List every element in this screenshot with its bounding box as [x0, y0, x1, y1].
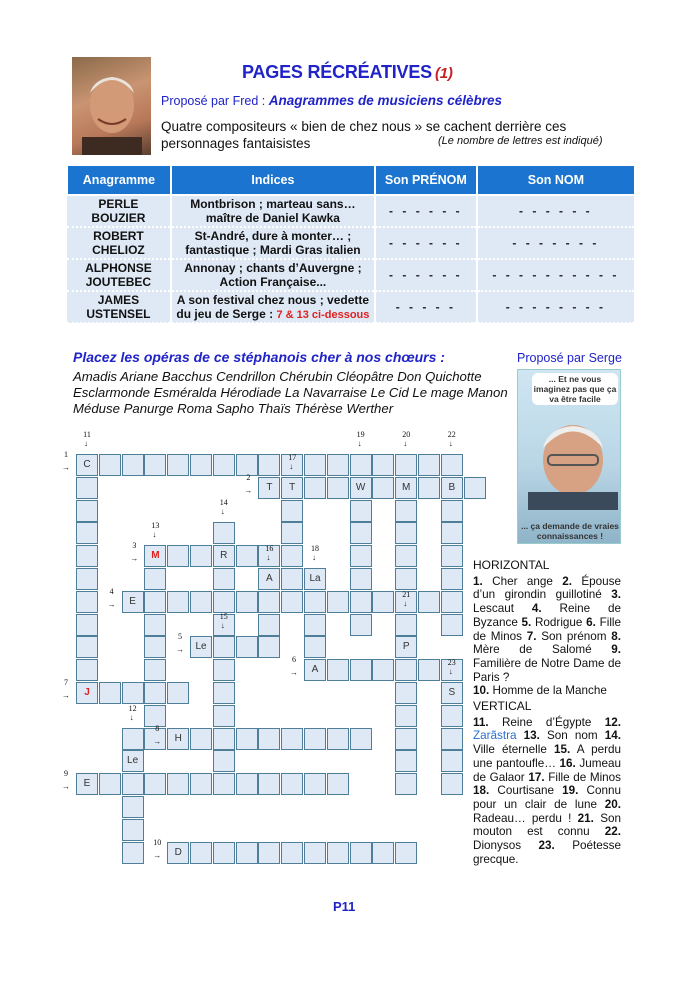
- portrait-illustration: [72, 57, 151, 155]
- crossword-cell[interactable]: [122, 773, 144, 795]
- clue-number-label: 18: [311, 544, 319, 553]
- arrow-right-icon: →: [153, 736, 162, 746]
- crossword-cell[interactable]: C: [76, 454, 98, 476]
- crossword-cell[interactable]: [304, 636, 326, 658]
- opera-section-title: Placez les opéras de ce stéphanois cher à nos chœurs :: [73, 349, 445, 365]
- crossword-cell[interactable]: [304, 477, 326, 499]
- clue-number-label: 21: [402, 589, 411, 599]
- crossword-cell[interactable]: [76, 522, 98, 544]
- portrait-illustration: [518, 410, 621, 510]
- col-header-anagram: Anagramme: [67, 165, 171, 195]
- lastname-blank[interactable]: - - - - - - -: [477, 227, 635, 259]
- crossword-cell[interactable]: M: [144, 545, 166, 567]
- crossword-cell[interactable]: [99, 773, 121, 795]
- fred-portrait-photo: [72, 57, 151, 155]
- crossword-cell[interactable]: [76, 545, 98, 567]
- crossword-cell[interactable]: [213, 454, 235, 476]
- hint-cell: A son festival chez nous ; vedette du jeu de Serge : 7 & 13 ci-dessous: [171, 291, 375, 323]
- crossword-cell[interactable]: [144, 591, 166, 613]
- crossword-cell[interactable]: [395, 522, 417, 544]
- crossword-cell[interactable]: [418, 591, 440, 613]
- crossword-cell[interactable]: [395, 614, 417, 636]
- crossword-cell[interactable]: [350, 454, 372, 476]
- crossword-cell[interactable]: [395, 773, 417, 795]
- clue-number-label: 2: [246, 472, 251, 482]
- crossword-cell[interactable]: [281, 728, 303, 750]
- crossword-cell[interactable]: [327, 454, 349, 476]
- crossword-cell[interactable]: [144, 568, 166, 590]
- crossword-cell[interactable]: [350, 659, 372, 681]
- crossword-cell[interactable]: [441, 500, 463, 522]
- clue-number-label: 19: [356, 430, 365, 439]
- crossword-cell[interactable]: [304, 454, 326, 476]
- crossword-cell[interactable]: [281, 842, 303, 864]
- crossword-cell[interactable]: [144, 682, 166, 704]
- vertical-clues: 11. Reine d’Égypte 12. Zarãstra 13. Son nom 14. Ville éternelle 15. A perdu une pantoufle… 16. Jumeau de Galaor 17. Fille de Minos 18. Courtisane 19. Connu pour un clair de lune 20. Radeau… perdu ! 21. Son mouton est connu 22. Dionysos 23. Poétesse grecque.: [473, 715, 622, 866]
- arrow-right-icon: →: [130, 554, 139, 564]
- crossword-cell[interactable]: H: [167, 728, 189, 750]
- photo-caption-bottom: ... ça demande de vraies connaissances !: [521, 521, 619, 541]
- col-header-firstname: Son PRÉNOM: [375, 165, 477, 195]
- crossword-cell[interactable]: [213, 659, 235, 681]
- crossword-cell[interactable]: [327, 591, 349, 613]
- crossword-cell[interactable]: [395, 568, 417, 590]
- clue-number-label: 10: [153, 837, 162, 847]
- clue-number-label: 1: [64, 450, 68, 459]
- clue-number-label: 17: [288, 452, 297, 462]
- crossword-cell[interactable]: S: [441, 682, 463, 704]
- lastname-blank[interactable]: - - - - - - - -: [477, 291, 635, 323]
- arrow-down-icon: ↓: [448, 439, 453, 448]
- arrow-down-icon: ↓: [403, 439, 408, 448]
- col-header-hints: Indices: [171, 165, 375, 195]
- clue-number-label: 12: [128, 703, 137, 713]
- crossword-cell[interactable]: W: [350, 477, 372, 499]
- crossword-cell[interactable]: [167, 773, 189, 795]
- table-header-row: [67, 165, 635, 195]
- crossword-cell[interactable]: [213, 842, 235, 864]
- crossword-cell[interactable]: [281, 500, 303, 522]
- col-header-lastname: Son NOM: [477, 165, 635, 195]
- arrow-right-icon: →: [153, 850, 162, 860]
- crossword-cell[interactable]: [441, 728, 463, 750]
- arrow-down-icon: ↓: [403, 598, 408, 608]
- crossword-cell[interactable]: [76, 500, 98, 522]
- crossword-cell[interactable]: [350, 842, 372, 864]
- letter-count-note: (Le nombre de lettres est indiqué): [438, 135, 603, 147]
- lastname-blank[interactable]: - - - - - -: [477, 195, 635, 227]
- firstname-blank[interactable]: - - - - -: [375, 291, 477, 323]
- arrow-down-icon: ↓: [84, 439, 88, 448]
- hint-cell: Annonay ; chants d’Auvergne ; Action Française...: [171, 259, 375, 291]
- photo-caption-top: ... Et ne vous imaginez pas que ça va être facile: [533, 374, 617, 404]
- crossword-cell[interactable]: [418, 477, 440, 499]
- lastname-blank[interactable]: - - - - - - - - - -: [477, 259, 635, 291]
- crossword-cell[interactable]: [236, 545, 258, 567]
- page-number: P11: [333, 899, 356, 914]
- crossword-cell[interactable]: [213, 591, 235, 613]
- crossword-cell[interactable]: [213, 728, 235, 750]
- page-title: PAGES RÉCRÉATIVES (1): [242, 62, 453, 82]
- crossword-cell[interactable]: [258, 591, 280, 613]
- crossword-cell[interactable]: [122, 454, 144, 476]
- clue-number-label: 13: [151, 521, 160, 531]
- crossword-cell[interactable]: [236, 728, 258, 750]
- arrow-down-icon: ↓: [266, 553, 271, 562]
- crossword-cell[interactable]: [213, 750, 235, 772]
- arrow-right-icon: →: [62, 463, 70, 472]
- crossword-cell[interactable]: [327, 773, 349, 795]
- crossword-cell[interactable]: Le: [122, 750, 144, 772]
- arrow-down-icon: ↓: [448, 667, 453, 676]
- crossword-cell[interactable]: [76, 636, 98, 658]
- clue-number-label: 8: [155, 723, 160, 733]
- crossword-cell[interactable]: [258, 773, 280, 795]
- clue-number-label: 15: [219, 612, 228, 622]
- crossword-cell[interactable]: [144, 773, 166, 795]
- clue-number-label: 23: [447, 658, 456, 667]
- crossword-cell[interactable]: [304, 773, 326, 795]
- crossword-cell[interactable]: [236, 591, 258, 613]
- arrow-down-icon: ↓: [289, 461, 294, 471]
- crossword-cell[interactable]: [304, 842, 326, 864]
- crossword-cell[interactable]: [327, 477, 349, 499]
- crossword-cell[interactable]: [258, 728, 280, 750]
- clue-number-label: 4: [109, 586, 114, 596]
- clue-number-label: 14: [219, 498, 228, 508]
- arrow-right-icon: →: [290, 668, 298, 678]
- crossword-cell[interactable]: [395, 659, 417, 681]
- clues-panel: [473, 559, 621, 866]
- crossword-cell[interactable]: [167, 682, 189, 704]
- crossword-cell[interactable]: [350, 728, 372, 750]
- arrow-right-icon: →: [62, 782, 70, 792]
- clue-number-label: 22: [447, 430, 456, 439]
- crossword-cell[interactable]: [441, 568, 463, 590]
- crossword-cell[interactable]: [190, 545, 212, 567]
- crossword-cell[interactable]: [258, 454, 280, 476]
- crossword-cell[interactable]: [304, 591, 326, 613]
- firstname-blank[interactable]: - - - - - -: [375, 195, 477, 227]
- crossword-cell[interactable]: P: [395, 636, 417, 658]
- crossword-cell[interactable]: [76, 477, 98, 499]
- horizontal-clues: 1. Cher ange 2. Épouse d’un girondin guillotiné 3. Lescaut 4. Reine de Byzance 5. Rodrigue 6. Fille de Minos 7. Son prénom 8. Mère de Salomé 9. Familière de Notre Dame de Paris ? 10. Homme de la Manche: [473, 574, 622, 698]
- crossword-cell[interactable]: [144, 659, 166, 681]
- crossword-cell[interactable]: [281, 591, 303, 613]
- crossword-cell[interactable]: [213, 636, 235, 658]
- firstname-blank[interactable]: - - - - - -: [375, 259, 477, 291]
- crossword-cell[interactable]: [213, 682, 235, 704]
- crossword-cell[interactable]: [441, 773, 463, 795]
- crossword-cell[interactable]: [236, 773, 258, 795]
- crossword-cell[interactable]: [395, 705, 417, 727]
- crossword-cell[interactable]: [76, 614, 98, 636]
- firstname-blank[interactable]: - - - - - -: [375, 227, 477, 259]
- crossword-cell[interactable]: La: [304, 568, 326, 590]
- crossword-cell[interactable]: [76, 568, 98, 590]
- crossword-cell[interactable]: [441, 614, 463, 636]
- serge-portrait-photo: [517, 369, 621, 544]
- crossword-cell[interactable]: Le: [190, 636, 212, 658]
- anagram-cell: PERLE BOUZIER: [67, 195, 171, 227]
- crossword-cell[interactable]: [144, 454, 166, 476]
- crossword-cell[interactable]: [236, 636, 258, 658]
- clue-number-label: 9: [64, 769, 68, 779]
- table-row: [67, 291, 635, 323]
- crossword-cell[interactable]: [167, 591, 189, 613]
- crossword-cell[interactable]: [122, 796, 144, 818]
- crossword-cell[interactable]: [372, 477, 394, 499]
- crossword-cell[interactable]: T: [281, 477, 303, 499]
- arrow-down-icon: ↓: [220, 507, 225, 517]
- crossword-cell[interactable]: [213, 773, 235, 795]
- proposed-by-serge: Proposé par Serge: [517, 351, 622, 365]
- crossword-cell[interactable]: [418, 659, 440, 681]
- crossword-cell[interactable]: [350, 614, 372, 636]
- clue-number-label: 7: [64, 678, 68, 687]
- table-row: [67, 259, 635, 291]
- clue-number-label: 6: [292, 655, 296, 665]
- crossword-cell[interactable]: [99, 454, 121, 476]
- crossword-cell[interactable]: [395, 728, 417, 750]
- clue-number-label: 20: [402, 430, 411, 439]
- crossword-cell[interactable]: [441, 750, 463, 772]
- crossword-cell[interactable]: [395, 500, 417, 522]
- crossword-cell[interactable]: B: [441, 477, 463, 499]
- crossword-cell[interactable]: [213, 705, 235, 727]
- crossword-cell[interactable]: [418, 454, 440, 476]
- crossword-cell[interactable]: [281, 522, 303, 544]
- arrow-down-icon: ↓: [357, 439, 362, 448]
- crossword-cell[interactable]: [190, 591, 212, 613]
- crossword-cell[interactable]: [304, 728, 326, 750]
- anagram-cell: ALPHONSE JOUTEBEC: [67, 259, 171, 291]
- crossword-cell[interactable]: [395, 842, 417, 864]
- crossword-cell[interactable]: R: [213, 545, 235, 567]
- hint-cell: St-André, dure à monter… ; fantastique ; Mardi Gras italien: [171, 227, 375, 259]
- anagram-table: [66, 164, 636, 324]
- crossword-cell[interactable]: [395, 545, 417, 567]
- crossword-cell[interactable]: [327, 659, 349, 681]
- clue-number-label: 11: [83, 430, 91, 439]
- crossword-cell[interactable]: T: [258, 477, 280, 499]
- crossword-cell[interactable]: [99, 682, 121, 704]
- crossword-cell[interactable]: [372, 659, 394, 681]
- clue-number-label: 5: [178, 632, 182, 642]
- crossword-cell[interactable]: [441, 522, 463, 544]
- crossword-cell[interactable]: [144, 614, 166, 636]
- crossword-cell[interactable]: [213, 522, 235, 544]
- anagram-cell: JAMES USTENSEL: [67, 291, 171, 323]
- crossword-cell[interactable]: [258, 842, 280, 864]
- crossword-cell[interactable]: [464, 477, 486, 499]
- crossword-cell[interactable]: [281, 773, 303, 795]
- crossword-cell[interactable]: [190, 773, 212, 795]
- crossword-cell[interactable]: E: [122, 591, 144, 613]
- crossword-cell[interactable]: [395, 454, 417, 476]
- arrow-down-icon: ↓: [129, 712, 134, 722]
- crossword-cell[interactable]: [190, 842, 212, 864]
- crossword-cell[interactable]: [327, 728, 349, 750]
- crossword-cell[interactable]: D: [167, 842, 189, 864]
- anagram-subtitle: Proposé par Fred : Anagrammes de musiciens célèbres: [161, 93, 503, 108]
- arrow-down-icon: ↓: [312, 553, 316, 562]
- crossword-cell[interactable]: [167, 454, 189, 476]
- arrow-right-icon: →: [176, 645, 184, 655]
- crossword-cell[interactable]: [190, 728, 212, 750]
- crossword-cell[interactable]: M: [395, 477, 417, 499]
- anagram-cell: ROBERT CHELIOZ: [67, 227, 171, 259]
- crossword-cell[interactable]: [350, 591, 372, 613]
- arrow-right-icon: →: [107, 599, 116, 609]
- crossword-cell[interactable]: [76, 659, 98, 681]
- crossword-cell[interactable]: [122, 819, 144, 841]
- crossword-cell[interactable]: [395, 682, 417, 704]
- crossword-cell[interactable]: [122, 728, 144, 750]
- arrow-right-icon: →: [244, 485, 253, 495]
- opera-word-list: Amadis Ariane Bacchus Cendrillon Chérubin Cléopâtre Don Quichotte Esclarmonde Esméralda Hérodiade La Navarraise Le Cid Le mage Manon Méduse Panurge Roma Sapho Thaïs Thérèse Werther: [73, 369, 508, 416]
- crossword-cell[interactable]: [258, 614, 280, 636]
- arrow-down-icon: ↓: [220, 621, 225, 631]
- crossword-cell[interactable]: [122, 842, 144, 864]
- crossword-cell[interactable]: [258, 636, 280, 658]
- crossword-cell[interactable]: E: [76, 773, 98, 795]
- crossword-cell[interactable]: [350, 568, 372, 590]
- crossword-cell[interactable]: A: [258, 568, 280, 590]
- crossword-cell[interactable]: [350, 522, 372, 544]
- crossword-cell[interactable]: [395, 750, 417, 772]
- clue-number-label: 3: [132, 541, 137, 551]
- crossword-cell[interactable]: [281, 545, 303, 567]
- crossword-cell[interactable]: [441, 454, 463, 476]
- arrow-right-icon: →: [62, 691, 70, 700]
- crossword-cell[interactable]: [304, 614, 326, 636]
- crossword-cell[interactable]: [76, 591, 98, 613]
- intro-text: Quatre compositeurs « bien de chez nous » se cachent derrière ces personnages fantaisistes: [161, 119, 567, 151]
- crossword-cell[interactable]: [213, 568, 235, 590]
- crossword-cell[interactable]: [372, 842, 394, 864]
- crossword-cell[interactable]: [281, 568, 303, 590]
- table-row: [67, 227, 635, 259]
- arrow-down-icon: ↓: [152, 530, 157, 540]
- crossword-cell[interactable]: [167, 545, 189, 567]
- crossword-cell[interactable]: [144, 636, 166, 658]
- crossword-cell[interactable]: [327, 842, 349, 864]
- crossword-cell[interactable]: [122, 682, 144, 704]
- crossword-cell[interactable]: [190, 454, 212, 476]
- crossword-cell[interactable]: A: [304, 659, 326, 681]
- crossword-cell[interactable]: [441, 591, 463, 613]
- crossword-cell[interactable]: [350, 500, 372, 522]
- crossword-cell[interactable]: [350, 545, 372, 567]
- table-row: [67, 195, 635, 227]
- crossword-cell[interactable]: [441, 705, 463, 727]
- hint-cell: Montbrison ; marteau sans… maître de Daniel Kawka: [171, 195, 375, 227]
- crossword-cell[interactable]: [236, 842, 258, 864]
- crossword-cell[interactable]: J: [76, 682, 98, 704]
- horizontal-heading: HORIZONTAL: [473, 558, 550, 572]
- crossword-cell[interactable]: [372, 591, 394, 613]
- crossword-cell[interactable]: [372, 454, 394, 476]
- crossword-cell[interactable]: [441, 545, 463, 567]
- clue-number-label: 16: [265, 544, 274, 553]
- vertical-heading: VERTICAL: [473, 699, 532, 714]
